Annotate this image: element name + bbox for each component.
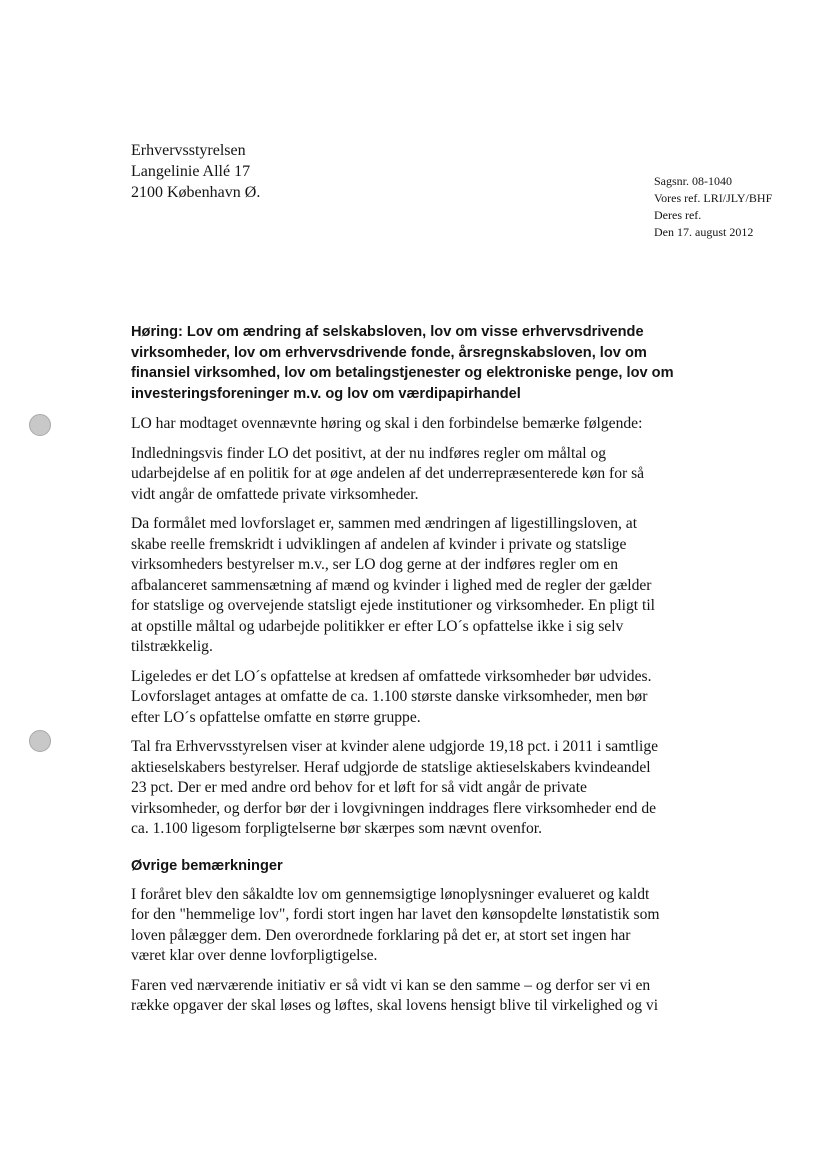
letter-heading <box>131 322 711 404</box>
text-line: virksomheders bestyrelser m.v., ser LO dog gerne at der indføres regler om en <box>131 556 618 573</box>
punch-hole <box>29 730 51 752</box>
text-line: I foråret blev den såkaldte lov om gennemsigtige lønoplysninger evalueret og kaldt <box>131 885 650 903</box>
paragraph <box>131 414 711 435</box>
text-line: efter LO´s opfattelse omfatte en større gruppe. <box>131 708 421 726</box>
text-line: Indledningsvis finder LO det positivt, at der nu indføres regler om måltal og <box>131 444 607 462</box>
text-line: at opstille måltal og udarbejde politikker er efter LO´s opfattelse ikke i sig selv <box>131 617 624 635</box>
recipient-address <box>131 140 260 203</box>
text-line: været klar over denne lovforpligtigelse. <box>131 947 378 964</box>
text-line: ca. 1.100 ligesom forpligtelserne bør skærpes som nævnt ovenfor. <box>131 820 543 837</box>
text-line: Faren ved nærværende initiativ er så vidt vi kan se den samme – og derfor ser vi en <box>131 976 651 994</box>
text-line: for den "hemmelige lov", fordi stort ingen har lavet den kønsopdelte lønstatistik som <box>131 906 660 923</box>
text-line: LO har modtaget ovennævnte høring og skal i den forbindelse bemærke følgende: <box>131 415 643 432</box>
text-line: Ligeledes er det LO´s opfattelse at kredsen af omfattede virksomheder bør udvides. <box>131 667 652 685</box>
your-reference: Deres ref. <box>654 208 702 222</box>
section-heading: Øvrige bemærkninger <box>131 857 283 874</box>
text-line: tilstrækkelig. <box>131 638 213 655</box>
reference-block <box>654 173 772 241</box>
punch-hole <box>29 414 51 436</box>
text-line: afbalanceret sammensætning af mænd og kvinder i lighed med de regler der gælder <box>131 576 652 594</box>
heading-line: virksomheder, lov om erhvervsdrivende fonde, årsregnskabsloven, lov om <box>131 344 647 361</box>
text-line: virksomheder, og derfor bør der i lovgivningen inddrages flere virksomheder end de <box>131 799 657 817</box>
text-line: Tal fra Erhvervsstyrelsen viser at kvinder alene udgjorde 19,18 pct. i 2011 i samtlige <box>131 738 659 755</box>
text-line: skabe reelle fremskridt i udviklingen af andelen af kvinder i private og statslige <box>131 535 627 553</box>
text-line: for statslige og overvejende statsligt ejede institutioner og virksomheder. En pligt til <box>131 597 656 614</box>
text-line: 23 pct. Der er med andre ord behov for et løft for så vidt angår de private <box>131 779 587 796</box>
paragraph <box>131 976 711 1017</box>
text-line: Da formålet med lovforslaget er, sammen med ændringen af ligestillingsloven, at <box>131 515 638 532</box>
case-number: Sagsnr. 08-1040 <box>654 174 732 188</box>
text-line: række opgaver der skal løses og løftes, skal lovens hensigt blive til virkelighed og vi <box>131 997 659 1014</box>
paragraph <box>131 885 711 967</box>
recipient-city: 2100 København Ø. <box>131 184 261 201</box>
text-line: vidt angår de omfattede private virksomheder. <box>131 485 419 503</box>
our-reference: Vores ref. LRI/JLY/BHF <box>654 191 773 205</box>
paragraph <box>131 444 711 506</box>
paragraph <box>131 514 711 658</box>
text-line: udarbejdelse af en politik for at øge andelen af det underrepræsenterede køn for så <box>131 465 645 482</box>
recipient-street: Langelinie Allé 17 <box>131 163 251 180</box>
letter-body <box>131 414 711 1026</box>
paragraph <box>131 667 711 729</box>
text-line: aktieselskabers bestyrelser. Heraf udgjorde de statslige aktieselskabers kvindeandel <box>131 758 651 776</box>
paragraph <box>131 737 711 840</box>
letter-date: Den 17. august 2012 <box>654 225 754 239</box>
text-line: loven pålægger dem. Den overordnede forklaring på det er, at stort set ingen har <box>131 926 631 944</box>
heading-line: Høring: Lov om ændring af selskabsloven, lov om visse erhvervsdrivende <box>131 324 644 340</box>
heading-line: investeringsforeninger m.v. og lov om værdipapirhandel <box>131 385 521 402</box>
heading-line: finansiel virksomhed, lov om betalingstjenester og elektroniske penge, lov om <box>131 365 674 381</box>
recipient-name: Erhvervsstyrelsen <box>131 142 246 159</box>
text-line: Lovforslaget antages at omfatte de ca. 1.100 største danske virksomheder, men bør <box>131 688 648 705</box>
